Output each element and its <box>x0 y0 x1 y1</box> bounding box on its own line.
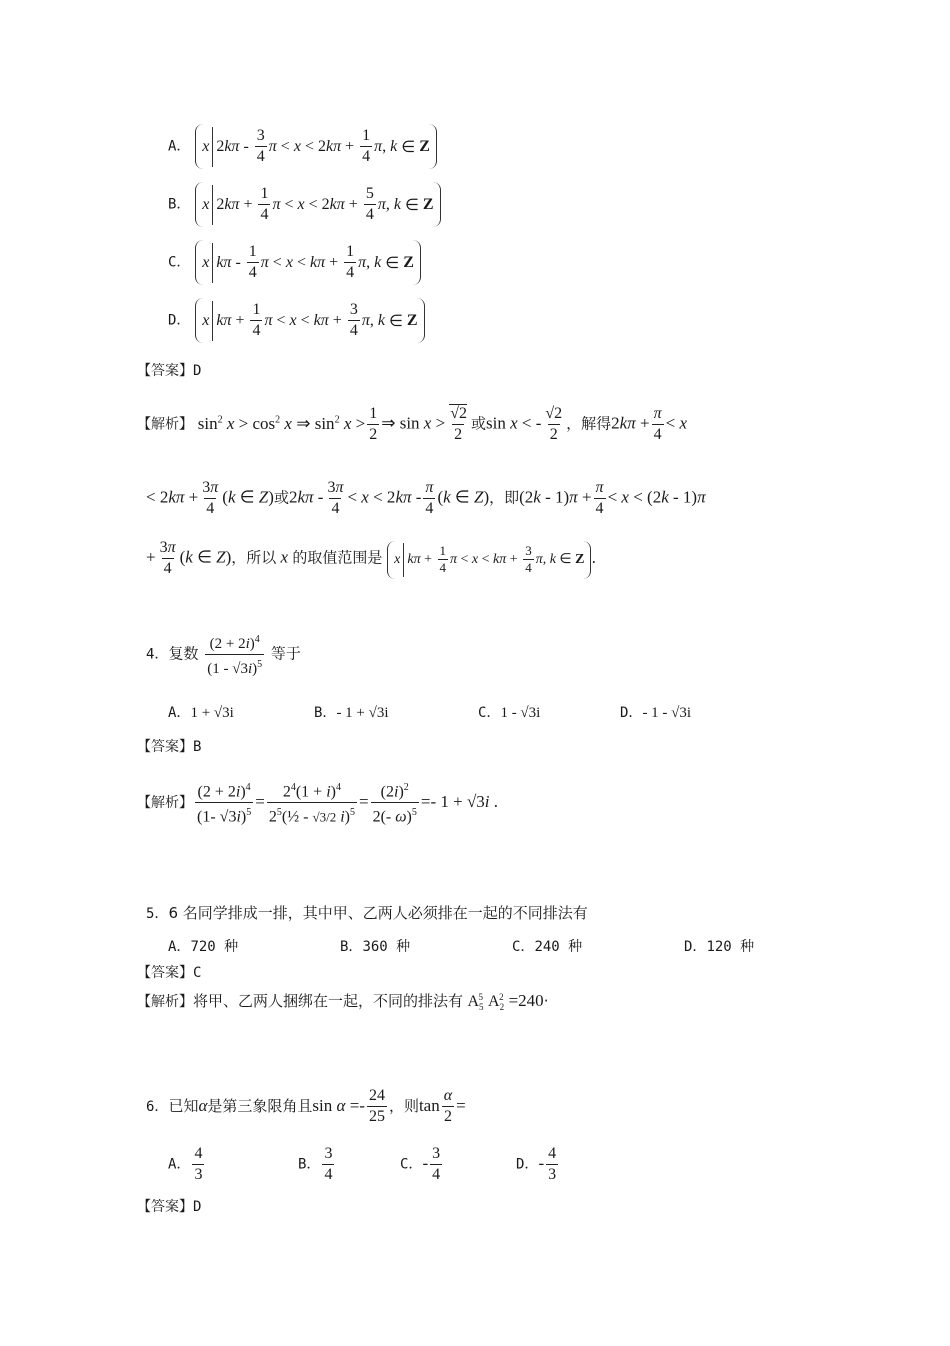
q4-option-d[interactable] <box>620 702 691 722</box>
q4-option-a[interactable] <box>168 702 234 722</box>
q3-option-c[interactable] <box>168 240 421 285</box>
option-label: B． <box>314 705 337 721</box>
q3-analysis-line-2: < 2kπ + $\frac{3\pi}{4}$ (k ∈ Z)或2kπ - $\frac{3\pi}{4}$ < x < 2kπ - $\frac{\pi}{4}$ (k ∈ Z)，即(2k - 1)π + $\frac{\pi}{4}$ < x < (2k - 1)π <box>146 479 706 517</box>
option-label: A． <box>168 138 191 155</box>
q6-option-b[interactable] <box>298 1144 336 1185</box>
option-denominator: 3 <box>548 1166 557 1183</box>
text-or: 或 <box>470 414 486 433</box>
option-label: C． <box>168 254 191 271</box>
option-numerator: 3 <box>432 1145 441 1162</box>
option-label: D． <box>168 312 191 329</box>
q5-option-d[interactable] <box>684 936 754 956</box>
q5-option-a[interactable] <box>168 936 238 956</box>
analysis-tag: 【解析】 <box>137 416 193 433</box>
q3-option-d[interactable] <box>168 298 425 343</box>
option-label: C． <box>400 1156 423 1173</box>
option-label: B． <box>340 939 363 955</box>
set-result: x kπ + $\frac{1}{4}$ π < x < kπ + $\frac{3}{4}$ π , k ∈ Z <box>387 541 591 579</box>
stem-suffix: 等于 <box>270 644 301 663</box>
option-value: 120 种 <box>706 939 755 955</box>
analysis-tag: 【解析】 <box>137 994 193 1010</box>
question-number: 5． <box>146 906 169 922</box>
option-label: D． <box>620 705 643 721</box>
option-label: A． <box>168 939 191 955</box>
q3-analysis-line-1: 【解析】 $\sin^2 x > \cos^2 x$ ⇒ $\sin^2 x$ > $\frac{1}{2}$ ⇒ sin x > $\frac{√2}{2}$ 或sin x < - $\frac{√2}{2}$ ，解得2kπ + $\frac{\pi}{4}$ < x <box>137 405 687 443</box>
option-denominator: 3 <box>194 1166 203 1183</box>
q5-answer <box>137 962 201 982</box>
q5-option-b[interactable] <box>340 936 410 956</box>
set-expression: x 2 kπ + $\frac{1}{4}$ π < x < 2 kπ + $\frac{5}{4}$ π , k ∈ Z <box>195 182 440 227</box>
option-label: A． <box>168 1156 191 1173</box>
q4-option-b[interactable] <box>314 702 389 722</box>
answer-value: D <box>193 1199 202 1215</box>
text-suoyi: ，所以 <box>231 548 277 567</box>
option-label: D． <box>684 939 707 955</box>
set-expression: x kπ - $\frac{1}{4}$ π < x < kπ + $\frac{1}{4}$ π , k ∈ Z <box>195 240 421 285</box>
option-numerator: 4 <box>194 1145 203 1162</box>
text-ji: ，即 <box>489 488 520 507</box>
option-value: - 1 + √3i <box>336 705 389 721</box>
q4-stem: 4．复数 $\frac{(2 + 2i)^4}{(1 - √3i)^5}$ 等于 <box>146 634 301 677</box>
q6-option-c[interactable] <box>400 1144 444 1185</box>
option-label: D． <box>516 1156 539 1173</box>
answer-value: C <box>193 965 202 981</box>
option-value: 1 - √3i <box>500 705 541 721</box>
question-number: 4． <box>146 646 169 663</box>
analysis-tag: 【解析】 <box>137 794 193 811</box>
q3-analysis-line-3: + $\frac{3\pi}{4}$ (k ∈ Z)，所以 x 的取值范围是 x kπ + $\frac{1}{4}$ π < x < kπ + $\frac{3}{4}$ π , k ∈ Z ． <box>146 539 607 577</box>
option-label: B． <box>168 196 191 213</box>
text-range: 的取值范围是 <box>292 548 383 567</box>
option-value: 720 种 <box>190 939 239 955</box>
q4-answer <box>137 736 201 756</box>
q6-answer <box>137 1196 201 1216</box>
text-or-2: 或 <box>273 488 289 507</box>
set-expression: x kπ + $\frac{1}{4}$ π < x < kπ + $\frac{3}{4}$ π , k ∈ Z <box>195 298 424 343</box>
text-end: ． <box>591 548 607 567</box>
stem-b: 是第三象限角且 <box>207 1097 313 1115</box>
q3-option-a[interactable] <box>168 124 437 169</box>
option-value: 240 种 <box>534 939 583 955</box>
option-sign: - <box>422 1153 429 1173</box>
answer-tag: 【答案】 <box>137 965 193 981</box>
q3-answer <box>137 360 201 380</box>
q4-analysis: 【解析】 $\frac{(2 + 2i)^4}{(1- √3i)^5}$ = $\frac{2^4(1 + i)^4}{2^5(\frac{1}{2} - √3/2 i)^5}$ = $\frac{(2i)^2}{2(- \omega)^5}$ =- 1 + √3i . <box>137 782 499 826</box>
option-denominator: 4 <box>324 1166 333 1183</box>
answer-tag: 【答案】 <box>137 1199 193 1215</box>
q4-option-c[interactable] <box>478 702 540 722</box>
option-sign: - <box>538 1153 545 1173</box>
option-label: C． <box>478 705 501 721</box>
option-value: 360 种 <box>362 939 411 955</box>
stem-text: 6 名同学排成一排，其中甲、乙两人必须排在一起的不同排法有 <box>168 904 588 922</box>
q3-option-b[interactable] <box>168 182 441 227</box>
answer-tag: 【答案】 <box>137 739 193 755</box>
option-value: - 1 - √3i <box>642 705 692 721</box>
option-label: C． <box>512 939 535 955</box>
answer-value: D <box>193 363 202 379</box>
q5-option-c[interactable] <box>512 936 582 956</box>
set-expression: x 2 kπ - $\frac{3}{4}$ π < x < 2 kπ + $\frac{1}{4}$ π , k ∈ Z <box>195 124 437 169</box>
question-number: 6． <box>146 1099 169 1115</box>
option-numerator: 4 <box>548 1145 557 1162</box>
stem-c: ，则 <box>388 1097 419 1115</box>
q5-stem <box>146 902 588 923</box>
option-value: 1 + √3i <box>190 705 234 721</box>
option-label: A． <box>168 705 191 721</box>
analysis-result: =240 <box>508 991 544 1010</box>
answer-value: B <box>193 739 202 755</box>
option-label: B． <box>298 1156 321 1173</box>
q6-stem: 6．已知α是第三象限角且sin α =- $\frac{24}{25}$ ，则tan $\frac{\alpha}{2}$ = <box>146 1087 466 1125</box>
text-solve: ，解得 <box>566 414 612 433</box>
option-denominator: 4 <box>432 1166 441 1183</box>
option-numerator: 3 <box>324 1145 333 1162</box>
answer-tag: 【答案】 <box>137 363 193 379</box>
q6-option-a[interactable] <box>168 1144 206 1185</box>
analysis-text: 将甲、乙两人捆绑在一起，不同的排法有 <box>193 992 464 1010</box>
stem-a: 已知 <box>168 1097 199 1115</box>
stem-prefix: 复数 <box>168 644 199 663</box>
q5-analysis: 【解析】将甲、乙两人捆绑在一起，不同的排法有 $A_5^5$ $A_2^2 =240\cdot$ <box>137 991 549 1013</box>
q6-option-d[interactable] <box>516 1144 560 1185</box>
